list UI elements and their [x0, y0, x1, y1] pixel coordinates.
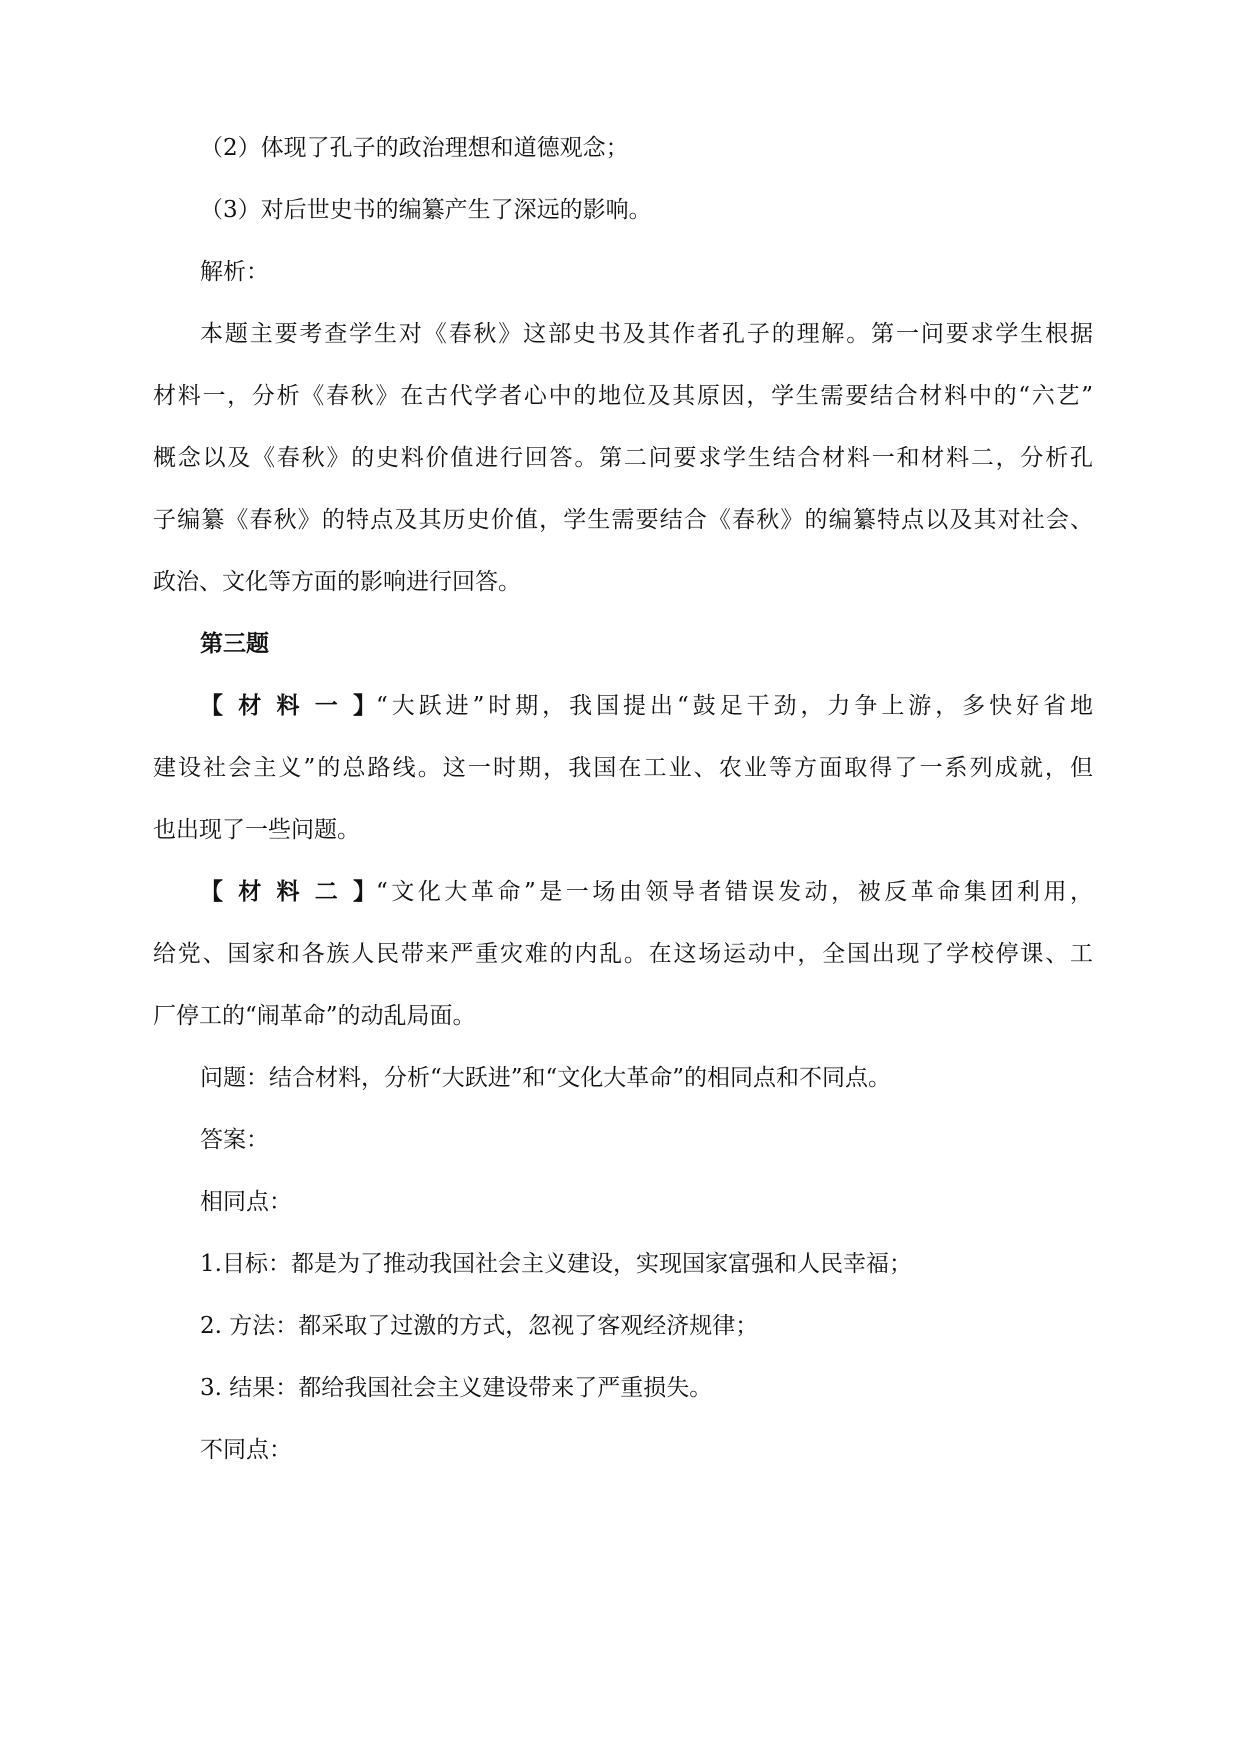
analysis-line-5: 政治、文化等方面的影响进行回答。: [153, 569, 521, 595]
analysis-line-2: 材料一，分析《春秋》在古代学者心中的地位及其原因，学生需要结合材料中的“六艺”: [153, 383, 1093, 409]
answer-item-2: （2）体现了孔子的政治理想和道德观念；: [200, 135, 629, 161]
material2-line-2: 给党、国家和各族人民带来严重灾难的内乱。在这场运动中，全国出现了学校停课、工: [153, 941, 1093, 967]
analysis-line-4: 子编纂《春秋》的特点及其历史价值，学生需要结合《春秋》的编纂特点以及其对社会、: [153, 507, 1093, 533]
material1-text-1: “大跃进”时期，我国提出“鼓足干劲，力争上游，多快好省地: [376, 693, 1093, 719]
answer-label: 答案：: [200, 1127, 269, 1153]
similarities-label: 相同点：: [200, 1189, 292, 1215]
question-text: 问题：结合材料，分析“大跃进”和“文化大革命”的相同点和不同点。: [200, 1065, 892, 1091]
material1-label: 【材料一】: [200, 692, 376, 719]
material1-line-2: 建设社会主义”的总路线。这一时期，我国在工业、农业等方面取得了一系列成就，但: [153, 755, 1093, 781]
analysis-line-3: 概念以及《春秋》的史料价值进行回答。第二问要求学生结合材料一和材料二，分析孔: [153, 445, 1093, 471]
material1-line-1: [200, 691, 1093, 721]
similarity-item-1: 1.目标：都是为了推动我国社会主义建设，实现国家富强和人民幸福；: [200, 1251, 912, 1277]
material2-text-1: “文化大革命”是一场由领导者错误发动，被反革命集团利用，: [376, 879, 1093, 905]
answer-item-3: （3）对后世史书的编纂产生了深远的影响。: [200, 197, 652, 223]
analysis-line-1: 本题主要考查学生对《春秋》这部史书及其作者孔子的理解。第一问要求学生根据: [200, 321, 1093, 347]
similarity-item-2: 2. 方法：都采取了过激的方式，忽视了客观经济规律；: [200, 1313, 759, 1339]
similarity-item-3: 3. 结果：都给我国社会主义建设带来了严重损失。: [200, 1375, 713, 1401]
section-title: 第三题: [200, 630, 269, 657]
material2-label: 【材料二】: [200, 878, 376, 905]
material2-line-1: [200, 877, 1093, 907]
material1-line-3: 也出现了一些问题。: [153, 817, 360, 843]
analysis-label: 解析：: [200, 259, 269, 285]
material2-line-3: 厂停工的“闹革命”的动乱局面。: [153, 1003, 476, 1029]
differences-label: 不同点：: [200, 1437, 292, 1463]
